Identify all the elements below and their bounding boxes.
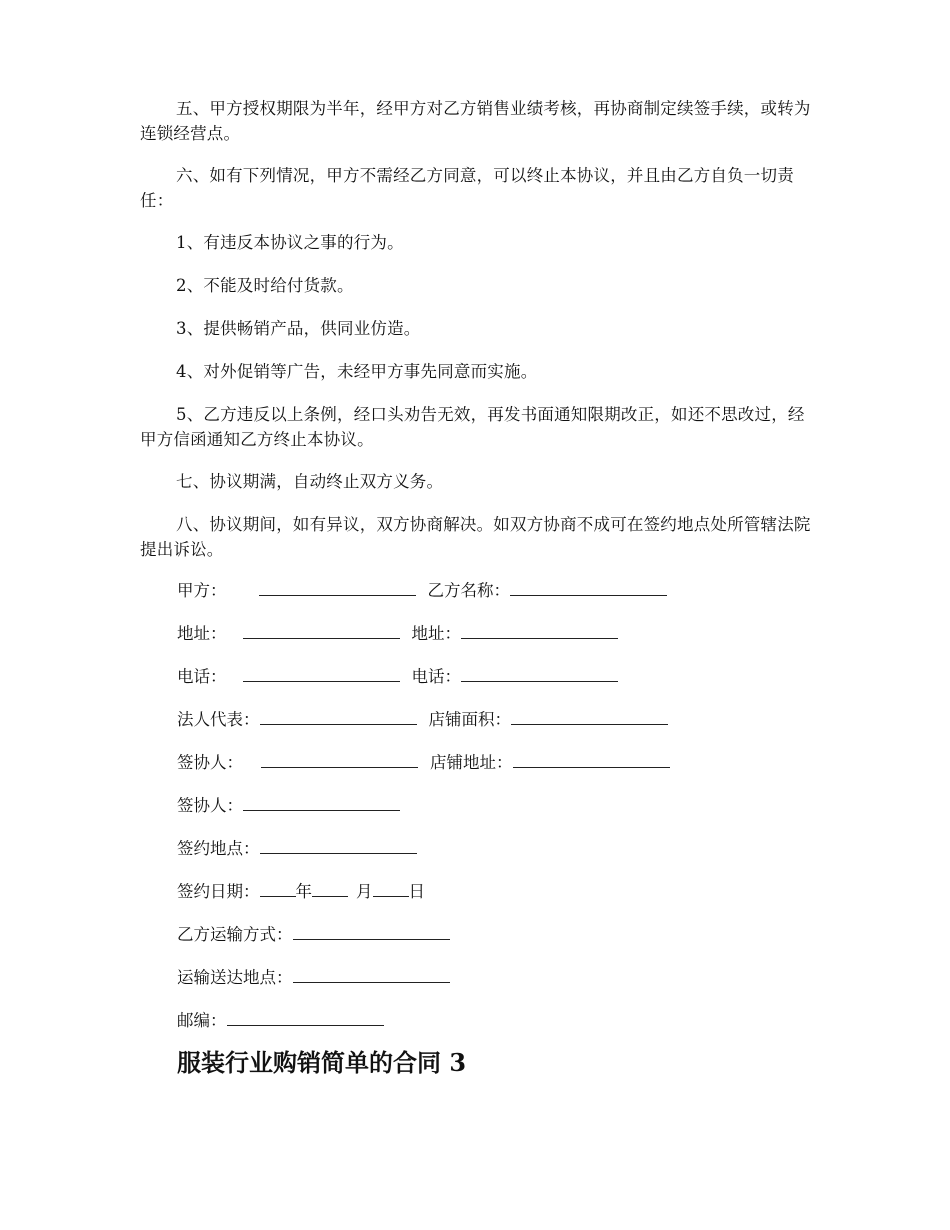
- signer-b-label: 签协人：: [177, 796, 243, 815]
- month-blank: [312, 882, 348, 897]
- clause-6-item-4: 4、对外促销等广告，未经甲方事先同意而实施。: [176, 362, 538, 381]
- signer-a-label: 签协人：: [177, 753, 243, 772]
- legal-rep-blank: [260, 710, 417, 725]
- transport-method-label: 乙方运输方式：: [177, 925, 293, 944]
- signature-row-place: [177, 837, 417, 861]
- month-label: 月: [356, 882, 373, 901]
- phone-a-label: 电话：: [177, 667, 227, 686]
- sign-place-label: 签约地点：: [177, 839, 260, 858]
- day-blank: [373, 882, 409, 897]
- sign-date-label: 签约日期：: [177, 882, 260, 901]
- signature-row-address: [177, 622, 618, 646]
- clause-6-item-3: 3、提供畅销产品，供同业仿造。: [176, 319, 421, 338]
- clause-5: 五、甲方授权期限为半年，经甲方对乙方销售业绩考核，再协商制定续签手续，或转为连锁经营点。: [140, 99, 811, 143]
- signature-row-parties: [177, 579, 667, 603]
- year-blank: [260, 882, 296, 897]
- signature-row-delivery: [177, 966, 450, 990]
- signature-row-legal-rep: [177, 708, 668, 732]
- party-b-name-label: 乙方名称：: [427, 581, 510, 600]
- year-label: 年: [295, 882, 312, 901]
- transport-method-blank: [293, 925, 450, 940]
- address-b-label: 地址：: [411, 624, 461, 643]
- signature-row-signer-a: [177, 751, 670, 775]
- clause-6-item-5: 5、乙方违反以上条例，经口头劝告无效，再发书面通知限期改正，如还不思改过，经甲方信函通知乙方终止本协议。: [140, 405, 805, 449]
- sign-place-blank: [260, 839, 417, 854]
- postcode-blank: [227, 1011, 384, 1026]
- signer-a-blank: [261, 753, 418, 768]
- section-heading: 服装行业购销简单的合同 3: [177, 1048, 467, 1077]
- clause-7: 七、协议期满，自动终止双方义务。: [176, 472, 444, 491]
- signature-row-date: [177, 880, 425, 904]
- address-b-blank: [461, 624, 618, 639]
- store-area-blank: [511, 710, 668, 725]
- signature-row-postcode: [177, 1009, 384, 1033]
- phone-a-blank: [243, 667, 400, 682]
- phone-b-blank: [461, 667, 618, 682]
- clause-6-item-1: 1、有违反本协议之事的行为。: [176, 233, 404, 252]
- party-a-blank: [259, 581, 416, 596]
- address-a-label: 地址：: [177, 624, 227, 643]
- phone-b-label: 电话：: [411, 667, 461, 686]
- clause-6: 六、如有下列情况，甲方不需经乙方同意，可以终止本协议，并且由乙方自负一切责任：: [140, 166, 794, 210]
- delivery-place-label: 运输送达地点：: [177, 968, 293, 987]
- day-label: 日: [408, 882, 425, 901]
- legal-rep-label: 法人代表：: [177, 710, 260, 729]
- delivery-place-blank: [293, 968, 450, 983]
- clause-6-item-2: 2、不能及时给付货款。: [176, 276, 354, 295]
- address-a-blank: [243, 624, 400, 639]
- store-address-blank: [513, 753, 670, 768]
- signer-b-blank: [243, 796, 400, 811]
- signature-row-transport: [177, 923, 450, 947]
- signature-row-phone: [177, 665, 618, 689]
- clause-8: 八、协议期间，如有异议，双方协商解决。如双方协商不成可在签约地点处所管辖法院提出诉讼。: [140, 515, 811, 559]
- party-b-name-blank: [510, 581, 667, 596]
- postcode-label: 邮编：: [177, 1011, 227, 1030]
- signature-row-signer-b: [177, 794, 400, 818]
- store-address-label: 店铺地址：: [430, 753, 513, 772]
- party-a-label: 甲方：: [177, 581, 227, 600]
- store-area-label: 店铺面积：: [428, 710, 511, 729]
